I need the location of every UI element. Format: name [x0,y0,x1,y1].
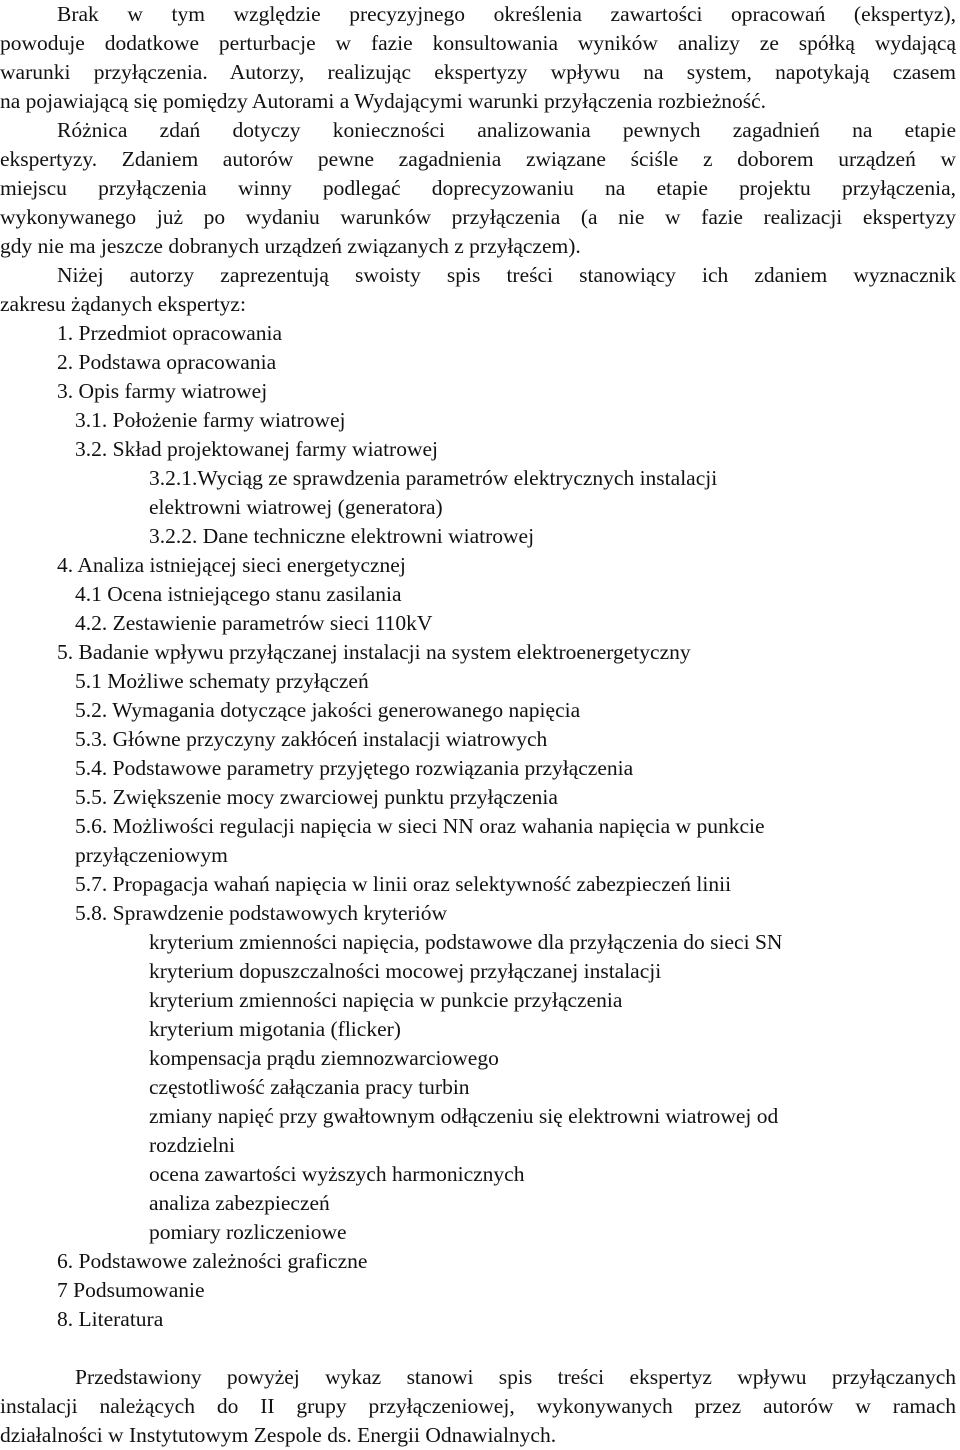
toc-subitem: ocena zawartości wyższych harmonicznych [149,1162,525,1186]
toc-item: 5.7. Propagacja wahań napięcia w linii oraz selektywność zabezpieczeń linii [75,872,732,896]
paragraph-line: zakresu żądanych ekspertyz: [0,292,246,316]
toc-item: 6. Podstawowe zależności graficzne [57,1249,368,1273]
toc-subitem: analiza zabezpieczeń [149,1191,330,1215]
toc-item: 5.1 Możliwe schematy przyłączeń [75,669,369,693]
toc-item: 1. Przedmiot opracowania [57,321,283,345]
toc-item: 3.2.1.Wyciąg ze sprawdzenia parametrów elektrycznych instalacji [149,466,718,490]
toc-item: 7 Podsumowanie [57,1278,205,1302]
toc-item: 5.2. Wymagania dotyczące jakości generowanego napięcia [75,698,581,722]
paragraph-line: Brak w tym względzie precyzyjnego określenia zawartości opracowań (ekspertyz), [57,2,956,26]
toc-subitem: pomiary rozliczeniowe [149,1220,347,1244]
toc-item: elektrowni wiatrowej (generatora) [149,495,443,519]
toc-item: 5.8. Sprawdzenie podstawowych kryteriów [75,901,447,925]
paragraph-line: działalności w Instytutowym Zespole ds. Energii Odnawialnych. [0,1423,557,1447]
paragraph-line: gdy nie ma jeszcze dobranych urządzeń związanych z przyłączem). [0,234,581,258]
toc-subitem: kryterium zmienności napięcia, podstawowe dla przyłączenia do sieci SN [149,930,783,954]
toc-subitem: kryterium migotania (flicker) [149,1017,401,1041]
paragraph-line: Niżej autorzy zaprezentują swoisty spis treści stanowiący ich zdaniem wyznacznik [57,263,956,287]
paragraph-line: ekspertyzy. Zdaniem autorów pewne zagadnienia związane ściśle z doborem urządzeń w [0,147,956,171]
toc-item: 5.3. Główne przyczyny zakłóceń instalacji wiatrowych [75,727,548,751]
toc-item: 4.2. Zestawienie parametrów sieci 110kV [75,611,433,635]
toc-item: 3.1. Położenie farmy wiatrowej [75,408,346,432]
toc-subitem: częstotliwość załączania pracy turbin [149,1075,470,1099]
toc-item: 8. Literatura [57,1307,164,1331]
paragraph-line: Różnica zdań dotyczy konieczności analizowania pewnych zagadnień na etapie [57,118,956,142]
toc-subitem: zmiany napięć przy gwałtownym odłączeniu się elektrowni wiatrowej od [149,1104,779,1128]
paragraph-line: powoduje dodatkowe perturbacje w fazie konsultowania wyników analizy ze spółką wydającą [0,31,956,55]
paragraph-line: na pojawiającą się pomiędzy Autorami a Wydającymi warunki przyłączenia rozbieżność. [0,89,767,113]
paragraph-line: instalacji należących do II grupy przyłączeniowej, wykonywanych przez autorów w ramach [0,1394,956,1418]
toc-item: 4. Analiza istniejącej sieci energetycznej [57,553,406,577]
paragraph-line: wykonywanego już po wydaniu warunków przyłączenia (a nie w fazie realizacji ekspertyzy [0,205,956,229]
toc-item: 5.4. Podstawowe parametry przyjętego rozwiązania przyłączenia [75,756,634,780]
toc-item: 3. Opis farmy wiatrowej [57,379,268,403]
toc-item: 5.6. Możliwości regulacji napięcia w sieci NN oraz wahania napięcia w punkcie [75,814,765,838]
toc-item: przyłączeniowym [75,843,228,867]
paragraph-line: warunki przyłączenia. Autorzy, realizując ekspertyzy wpływu na system, napotykają czasem [0,60,956,84]
toc-item: 5.5. Zwiększenie mocy zwarciowej punktu przyłączenia [75,785,558,809]
toc-subitem: kryterium dopuszczalności mocowej przyłączanej instalacji [149,959,662,983]
toc-item: 5. Badanie wpływu przyłączanej instalacji na system elektroenergetyczny [57,640,691,664]
paragraph-line: miejscu przyłączenia winny podlegać doprecyzowaniu na etapie projektu przyłączenia, [0,176,956,200]
toc-item: 2. Podstawa opracowania [57,350,277,374]
toc-item: 3.2.2. Dane techniczne elektrowni wiatrowej [149,524,535,548]
toc-subitem: rozdzielni [149,1133,235,1157]
toc-subitem: kryterium zmienności napięcia w punkcie przyłączenia [149,988,623,1012]
toc-item: 3.2. Skład projektowanej farmy wiatrowej [75,437,439,461]
toc-subitem: kompensacja prądu ziemnozwarciowego [149,1046,499,1070]
toc-item: 4.1 Ocena istniejącego stanu zasilania [75,582,402,606]
paragraph-line: Przedstawiony powyżej wykaz stanowi spis treści ekspertyz wpływu przyłączanych [75,1365,956,1389]
